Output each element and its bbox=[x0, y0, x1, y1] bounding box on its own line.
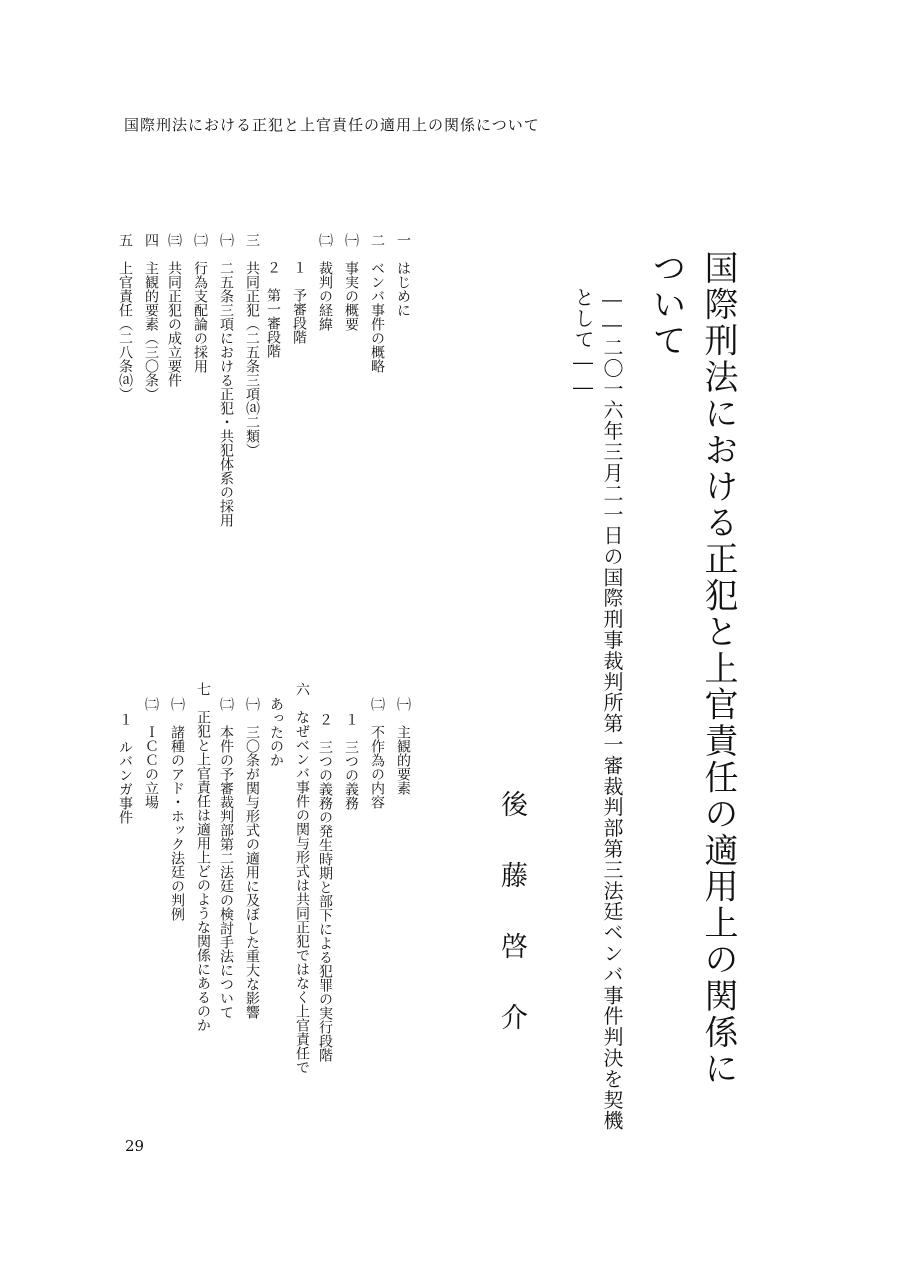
toc-item: ㈠ 事実の概要 bbox=[343, 233, 359, 331]
toc-item: １ 予審段階 bbox=[291, 260, 307, 344]
toc-item: ㈡ 本件の予審裁判部第二法廷の検討手法について bbox=[218, 697, 234, 1019]
toc-item: 四 主観的要素（三〇条） bbox=[143, 233, 159, 401]
toc-item: ㈠ 主観的要素 bbox=[395, 697, 411, 795]
toc-item: ㈡ ＩＣＣの立場 bbox=[143, 697, 159, 809]
toc-item: 五 上官責任（二八条⒜） bbox=[117, 233, 133, 401]
toc-item: ㈠ 三〇条が関与形式の適用に及ぼした重大な影響 bbox=[244, 697, 260, 1019]
toc-item: 三 共同正犯（二五条三項⒜二類） bbox=[244, 233, 260, 457]
toc-item: 二 ベンバ事件の概略 bbox=[369, 233, 385, 373]
toc-item: ㈢ 共同正犯の成立要件 bbox=[166, 233, 182, 387]
toc-item: ㈡ 不作為の内容 bbox=[369, 697, 385, 809]
toc-item: ㈠ 二五条三項における正犯・共犯体系の採用 bbox=[218, 233, 234, 527]
article-subtitle-line-1: ――二〇一六年三月二一日の国際刑事裁判所第一審裁判部第三法廷ベンバ事件判決を契機 bbox=[600, 287, 624, 1131]
running-head: 国際刑法における正犯と上官責任の適用上の関係について bbox=[124, 116, 540, 134]
toc-item: 六 なぜベンバ事件の関与形式は共同正犯ではなく上官責任で bbox=[294, 682, 310, 1074]
toc-item: 一 はじめに bbox=[395, 233, 411, 317]
article-subtitle-line-2: として―― bbox=[571, 287, 595, 400]
toc-item: ㈡ 裁判の経緯 bbox=[317, 233, 333, 331]
toc-item: １ 三つの義務 bbox=[343, 712, 359, 810]
article-title-line-2: ついて bbox=[646, 250, 686, 360]
toc-item: ㈠ 諸種のアド・ホック法廷の判例 bbox=[169, 697, 185, 921]
page-number: 29 bbox=[125, 1137, 145, 1155]
toc-item: あったのか bbox=[268, 697, 284, 767]
toc-item: ２ 第一審段階 bbox=[265, 260, 281, 358]
author-name: 後藤啓介 bbox=[496, 790, 527, 1074]
toc-item: １ ルバンガ事件 bbox=[117, 712, 133, 824]
toc-item: ２ 三つの義務の発生時期と部下による犯罪の実行段階 bbox=[317, 712, 333, 1062]
toc-item: 七 正犯と上官責任は適用上どのような関係にあるのか bbox=[195, 682, 211, 1032]
toc-item: ㈡ 行為支配論の採用 bbox=[192, 233, 208, 373]
article-title-line-1: 国際刑法における正犯と上官責任の適用上の関係に bbox=[698, 250, 738, 1088]
